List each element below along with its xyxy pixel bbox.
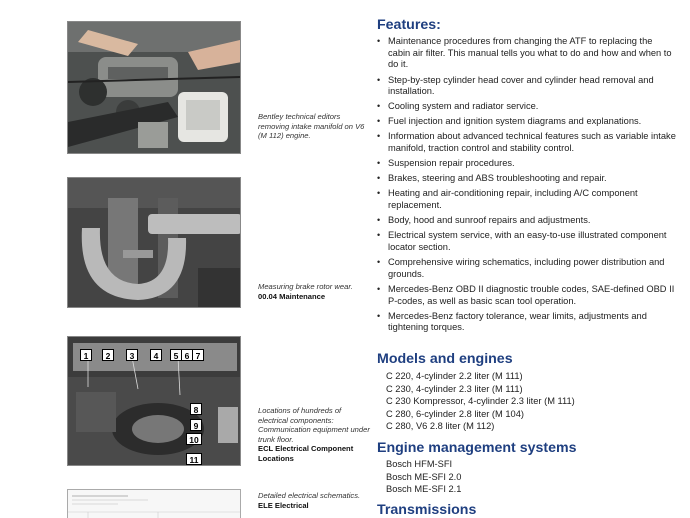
list-item: • Comprehensive wiring schematics, including power distribution and grounds.: [377, 257, 665, 279]
schematic-thumbnail: [67, 489, 241, 518]
list-item: • Mercedes-Benz factory tolerance, wear limits, adjustments and tightening torques.: [377, 310, 647, 333]
models-heading: Models and engines: [377, 351, 513, 367]
callout-1: 1: [80, 349, 92, 361]
list-item: • Heating and air-conditioning repair, including A/C component replacement.: [377, 188, 638, 211]
list-item: C 230 Kompressor, 4-cylinder 2.3 liter (M 111): [386, 396, 575, 407]
list-item: • Information about advanced technical features such as variable intake manifold, traction control and stability control.: [377, 131, 676, 154]
list-item: Bosch ME-SFI 2.0: [386, 471, 462, 482]
callout-5: 5: [170, 349, 182, 361]
schematic-section-ref: ELE Electrical: [258, 500, 309, 510]
callout-10: 10: [186, 433, 202, 445]
engine-management-heading: Engine management systems: [377, 440, 577, 456]
trunk-photo-caption: Locations of hundreds of electrical components: Communication equipment under trunk floor. ECL Electrical Component Locations: [258, 406, 370, 463]
features-heading: Features:: [377, 17, 441, 33]
callout-7: 7: [192, 349, 204, 361]
callout-9: 9: [190, 419, 202, 431]
callout-3: 3: [126, 349, 138, 361]
list-item: C 230, 4-cylinder 2.3 liter (M 111): [386, 383, 523, 394]
engine-management-list: [386, 458, 461, 496]
list-item: C 220, 4-cylinder 2.2 liter (M 111): [386, 371, 523, 381]
list-item: • Fuel injection and ignition system diagrams and explanations.: [377, 116, 642, 127]
list-item: C 280, 6-cylinder 2.8 liter (M 104): [386, 408, 524, 419]
models-list: [386, 370, 575, 433]
callout-8: 8: [190, 403, 202, 415]
callout-4: 4: [150, 349, 162, 361]
list-item: • Cooling system and radiator service.: [377, 101, 539, 112]
list-item: • Electrical system service, with an easy-to-use illustrated component locator section.: [377, 230, 667, 253]
transmissions-heading: Transmissions: [377, 502, 477, 518]
callout-2: 2: [102, 349, 114, 361]
schematic-caption: Detailed electrical schematics. ELE Electrical: [258, 491, 361, 510]
rotor-photo-caption: Measuring brake rotor wear. 00.04 Maintenance: [258, 282, 353, 301]
list-item: • Mercedes-Benz OBD II diagnostic trouble codes, SAE-defined OBD II P-codes, as well as basic scan tool operation.: [377, 283, 675, 306]
engine-bay-photo: [67, 21, 241, 154]
list-item: Bosch HFM-SFI: [386, 459, 453, 469]
engine-photo-caption: Bentley technical editors removing intake manifold on V6 (M 112) engine.: [258, 112, 365, 141]
trunk-section-ref: ECL Electrical Component Locations: [258, 444, 354, 463]
list-item: • Brakes, steering and ABS troubleshooting and repair.: [377, 173, 607, 184]
list-item: • Maintenance procedures from changing the ATF to replacing the cabin air filter. This manual tells you what to do and how and when to do it.: [377, 36, 672, 70]
list-item: • Step-by-step cylinder head cover and cylinder head removal and installation.: [377, 74, 654, 97]
callout-6: 6: [181, 349, 193, 361]
list-item: C 280, V6 2.8 liter (M 112): [386, 421, 495, 432]
trunk-components-photo: [67, 336, 241, 466]
callout-11: 11: [186, 453, 202, 465]
list-item: • Suspension repair procedures.: [377, 158, 515, 169]
brake-rotor-photo: [67, 177, 241, 308]
list-item: Bosch ME-SFI 2.1: [386, 484, 462, 495]
list-item: • Body, hood and sunroof repairs and adjustments.: [377, 215, 591, 226]
features-list: [377, 36, 677, 338]
rotor-section-ref: 00.04 Maintenance: [258, 291, 326, 301]
